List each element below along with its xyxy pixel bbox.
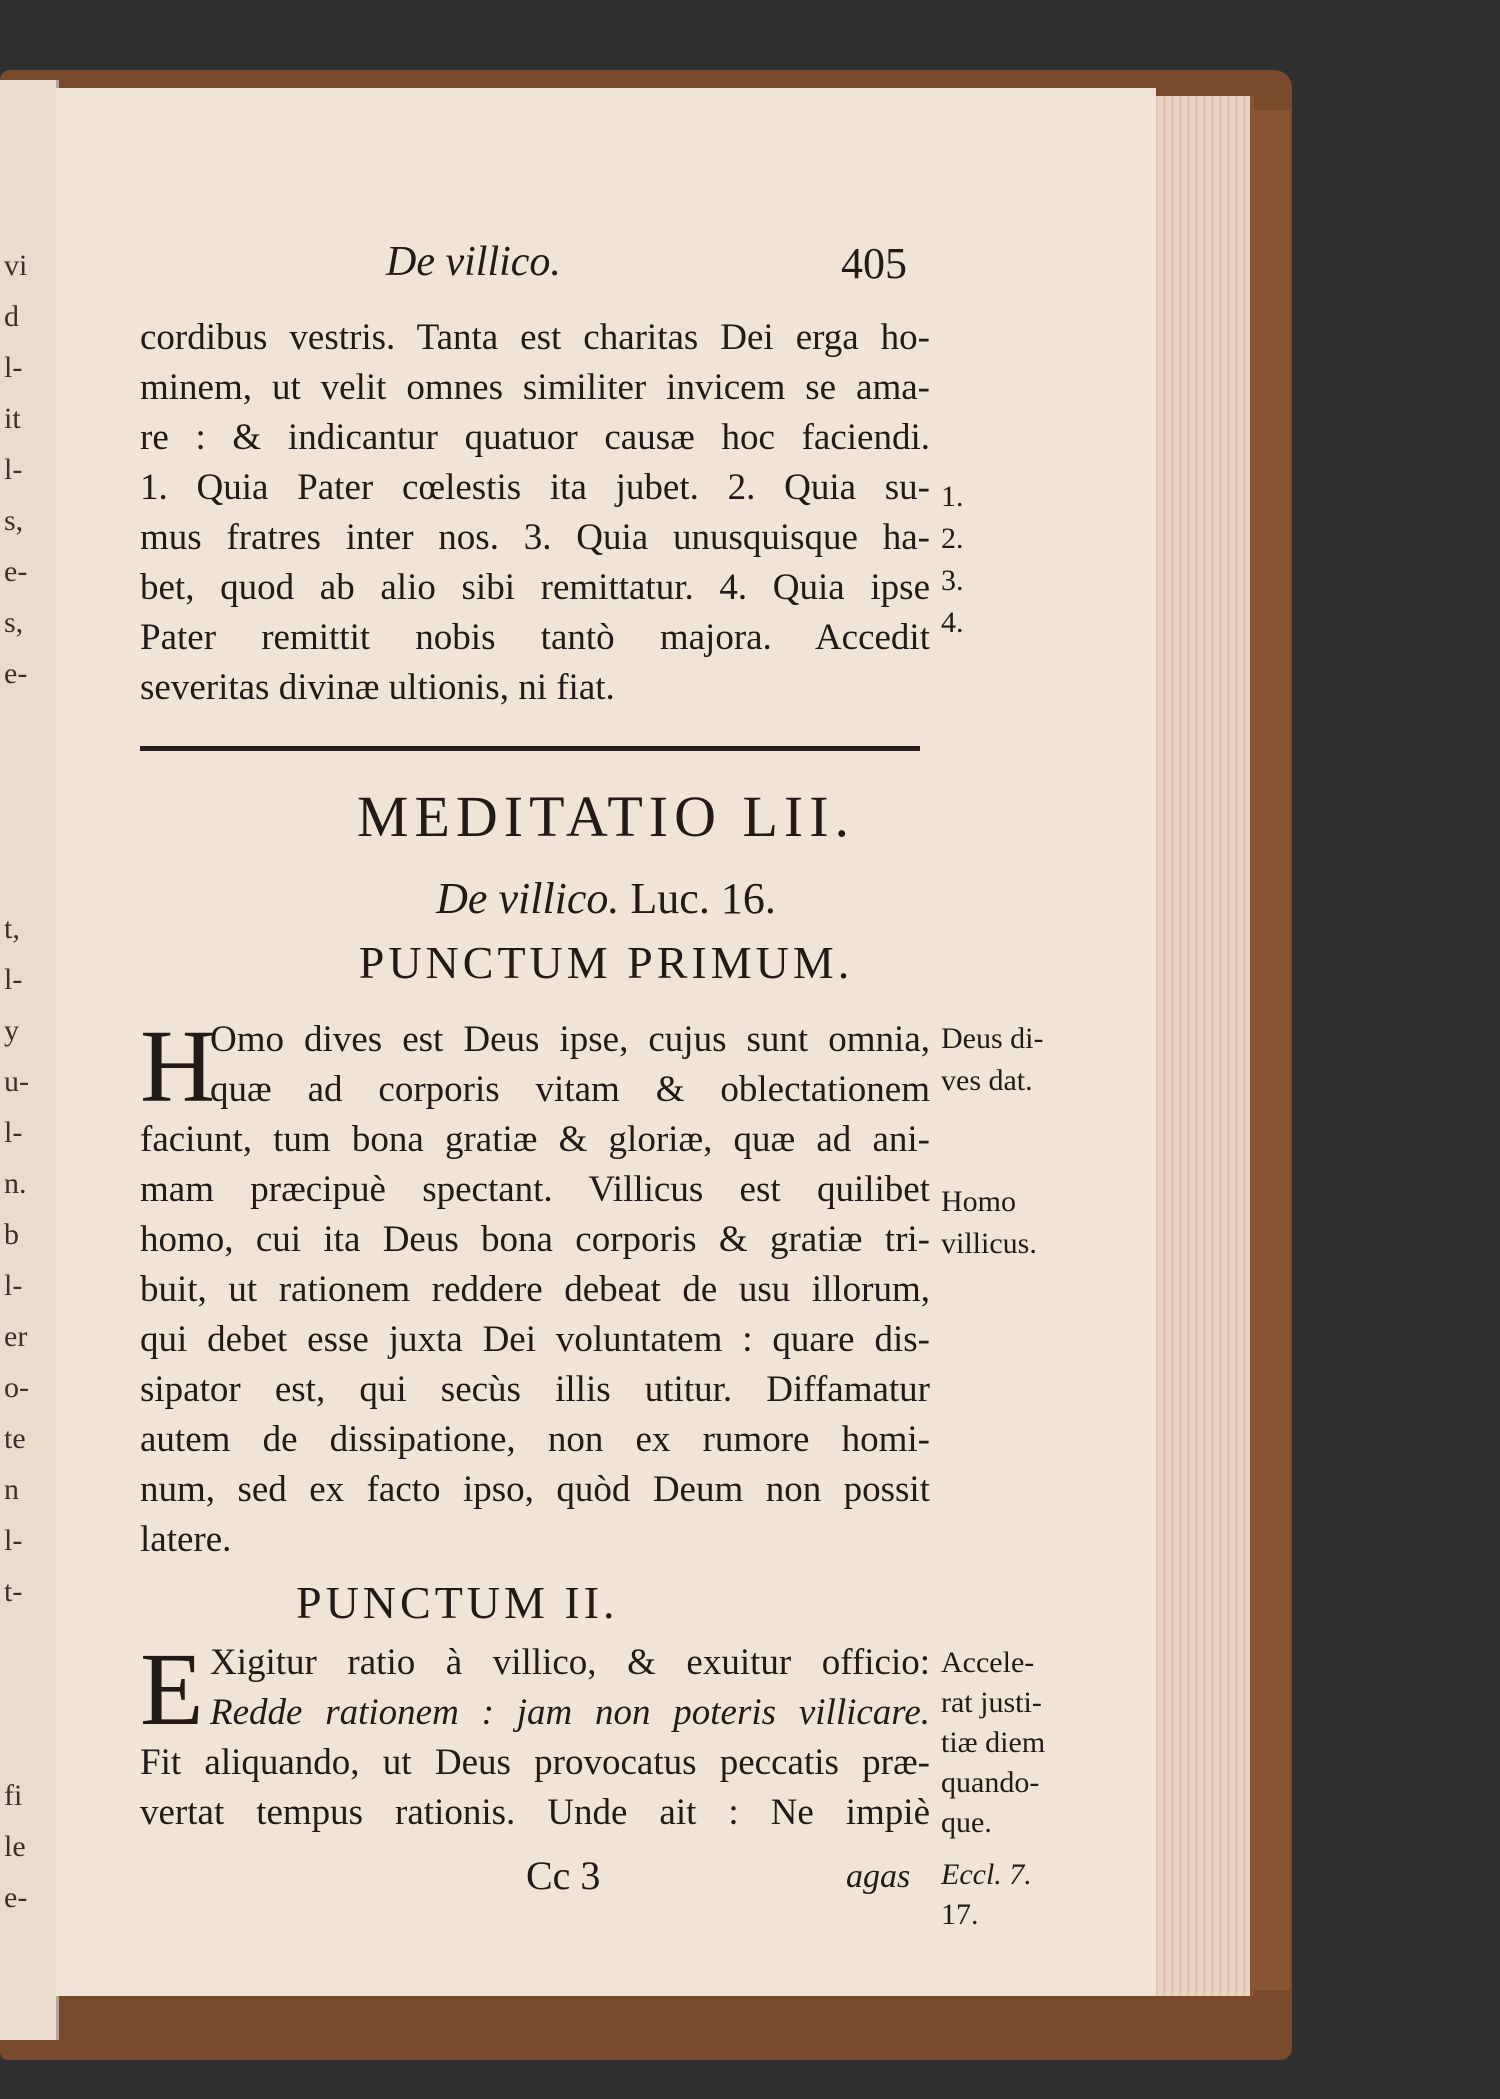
catchword: agas (846, 1858, 911, 1895)
text-line: vertat tempus rationis. Unde ait : Ne impiè (140, 1792, 930, 1833)
drop-cap: E (140, 1632, 204, 1747)
scripture-verse: 17. (941, 1898, 979, 1931)
text-line: Pater remittit nobis tantò majora. Accedit (140, 617, 930, 658)
text-line: homo, cui ita Deus bona corporis & gratiæ tri- (140, 1219, 930, 1260)
margin-numbers (941, 476, 964, 644)
left-fragment: l- (4, 963, 23, 996)
margin-note-line: que. (941, 1806, 992, 1839)
text-line: latere. (140, 1519, 232, 1560)
left-fragment (4, 699, 54, 750)
drop-cap: H (140, 1009, 216, 1124)
margin-note-line: ves dat. (941, 1064, 1033, 1097)
margin-note-homo (941, 1181, 1037, 1265)
punctum-ii-heading: PUNCTUM II. (296, 1577, 619, 1628)
meditation-heading: MEDITATIO LII. (356, 784, 856, 849)
text-line: num, sed ex facto ipso, quòd Deum non possit (140, 1469, 930, 1510)
left-page-fragments (4, 240, 54, 1923)
punctum-primum-text (140, 1009, 930, 1565)
margin-number: 3. (941, 564, 964, 597)
text-line: sipator est, qui secùs illis utitur. Diffamatur (140, 1369, 930, 1410)
left-fragment: l- (4, 1269, 23, 1302)
text-line: bet, quod ab alio sibi remittatur. 4. Quia ipse (140, 567, 930, 608)
margin-note-line: Accele- (941, 1646, 1035, 1679)
left-fragment: t, (4, 912, 20, 945)
text-line: mus fratres inter nos. 3. Quia unusquisque ha- (140, 517, 930, 558)
text-line: Omo dives est Deus ipse, cujus sunt omnia, (210, 1019, 930, 1060)
text-line: autem de dissipatione, non ex rumore homi- (140, 1419, 930, 1460)
left-fragment: y (4, 1014, 19, 1047)
margin-number: 1. (941, 480, 964, 513)
left-fragment: n. (4, 1167, 27, 1200)
subtitle-reference: Luc. 16. (630, 874, 776, 923)
opening-paragraph (140, 313, 930, 713)
running-header (386, 238, 946, 298)
left-page-edge (0, 80, 59, 2040)
running-title: De villico. (386, 239, 561, 285)
left-fragment (4, 852, 54, 903)
text-line: re : & indicantur quatuor causæ hoc faciendi. (140, 417, 930, 458)
margin-note-deus (941, 1018, 1043, 1102)
left-fragment: te (4, 1422, 26, 1455)
left-fragment: fi (4, 1779, 23, 1812)
left-fragment: l- (4, 1524, 23, 1557)
left-fragment: s, (4, 504, 24, 537)
scripture-reference: Eccl. 7. (941, 1858, 1032, 1891)
left-fragment: b (4, 1218, 19, 1251)
text-line: Redde rationem : jam non poteris villicare. (210, 1692, 930, 1733)
text-line: minem, ut velit omnes similiter invicem se ama- (140, 367, 930, 408)
text-line: qui debet esse juxta Dei voluntatem : quare dis- (140, 1319, 930, 1360)
left-fragment (4, 750, 54, 801)
left-fragment: d (4, 300, 19, 333)
left-fragment: n (4, 1473, 19, 1506)
left-fragment: er (4, 1320, 28, 1353)
left-fragment: e- (4, 657, 28, 690)
margin-note-line: quando- (941, 1766, 1040, 1799)
left-fragment: s, (4, 606, 24, 639)
text-line: Xigitur ratio à villico, & exuitur officio: (210, 1642, 930, 1683)
cover-edge (1250, 110, 1290, 1990)
left-fragment: it (4, 402, 21, 435)
punctum-ii-text (140, 1632, 930, 1838)
left-fragment (4, 1617, 54, 1668)
text-line: buit, ut rationem reddere debeat de usu illorum, (140, 1269, 930, 1310)
subtitle-italic: De villico. (436, 874, 620, 923)
left-fragment (4, 801, 54, 852)
margin-note-line: Deus di- (941, 1022, 1044, 1055)
margin-note-accelerat (941, 1643, 1045, 1843)
meditation-subtitle (56, 873, 1156, 924)
page-number: 405 (841, 239, 907, 288)
signature-mark: Cc 3 (526, 1853, 601, 1898)
text-line: Fit aliquando, ut Deus provocatus peccatis præ- (140, 1742, 930, 1783)
left-fragment: u- (4, 1065, 29, 1098)
punctum-primum-heading: PUNCTUM PRIMUM. (358, 937, 854, 988)
section-divider (140, 746, 920, 751)
book-page (56, 88, 1156, 1996)
text-line: 1. Quia Pater cœlestis ita jubet. 2. Quia su- (140, 467, 930, 508)
left-fragment: l- (4, 1116, 23, 1149)
left-fragment: e- (4, 1881, 28, 1914)
margin-note-line: villicus. (941, 1227, 1037, 1260)
page-fore-edge (1150, 96, 1254, 1996)
text-line: quæ ad corporis vitam & oblectationem (210, 1069, 930, 1110)
left-fragment (4, 1668, 54, 1719)
margin-note-line: tiæ diem (941, 1726, 1046, 1759)
left-fragment (4, 1719, 54, 1770)
margin-number: 4. (941, 606, 964, 639)
margin-note-line: rat justi- (941, 1686, 1042, 1719)
left-fragment: t- (4, 1575, 23, 1608)
left-fragment: l- (4, 351, 23, 384)
left-fragment: vi (4, 249, 28, 282)
text-line: mam præcipuè spectant. Villicus est quilibet (140, 1169, 930, 1210)
left-fragment: o- (4, 1371, 29, 1404)
text-line: faciunt, tum bona gratiæ & gloriæ, quæ ad ani- (140, 1119, 930, 1160)
left-fragment: le (4, 1830, 26, 1863)
margin-note-line: Homo (941, 1185, 1016, 1218)
left-fragment: l- (4, 453, 23, 486)
left-fragment: e- (4, 555, 28, 588)
text-line: cordibus vestris. Tanta est charitas Dei erga ho- (140, 317, 930, 358)
text-line: severitas divinæ ultionis, ni fiat. (140, 667, 615, 708)
margin-number: 2. (941, 522, 964, 555)
